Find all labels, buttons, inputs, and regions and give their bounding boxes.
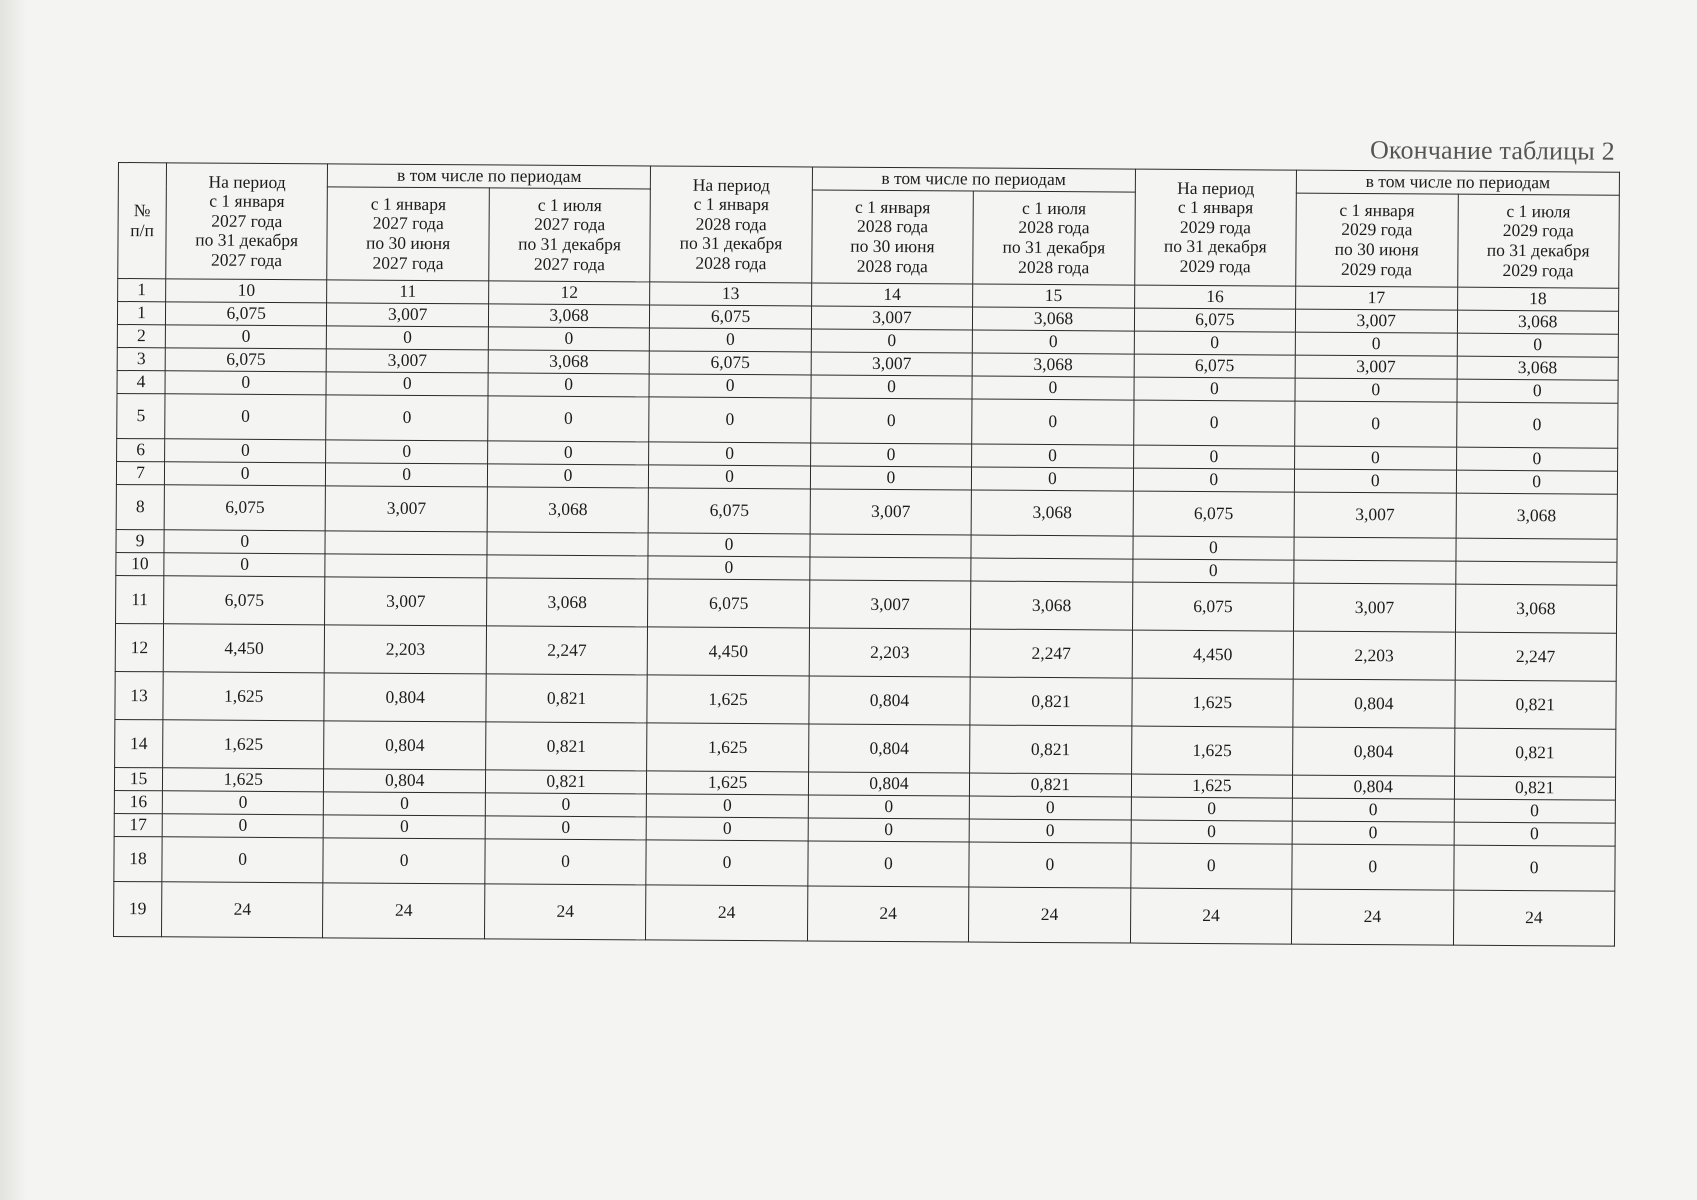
column-number: 10 (166, 279, 328, 303)
table-cell: 0,821 (1454, 680, 1616, 729)
column-number: 1 (118, 279, 166, 302)
table-cell: 0 (1133, 400, 1295, 446)
table-cell: 0 (972, 467, 1134, 491)
table-cell: 0 (1456, 379, 1618, 403)
table-cell: 0 (810, 398, 972, 444)
row-number-cell: 1 (117, 302, 165, 325)
table-header (118, 163, 1620, 289)
table-cell: 0,804 (808, 772, 970, 796)
table-cell: 0 (1292, 844, 1454, 890)
column-number: 13 (650, 282, 812, 306)
header-total-2029: На период с 1 января 2029 года по 31 декабря 2029 года (1134, 169, 1296, 286)
table-cell: 6,075 (649, 351, 811, 375)
table-cell: 0 (162, 791, 324, 815)
table-cell: 1,625 (647, 675, 809, 724)
table-cell: 1,625 (163, 720, 325, 769)
table-cell: 3,068 (971, 581, 1133, 630)
table-cell: 3,068 (486, 578, 648, 627)
table-cell: 0 (1456, 470, 1618, 494)
table-cell: 3,068 (972, 353, 1134, 377)
table-cell: 0 (972, 330, 1134, 354)
table-cell: 2,203 (325, 625, 487, 674)
header-h1-2027: с 1 января 2027 года по 30 июня 2027 года (327, 187, 489, 281)
header-h2-2029: с 1 июля 2029 года по 31 декабря 2029 года (1457, 194, 1619, 288)
table-cell: 0 (646, 817, 808, 841)
table-cell: 0 (323, 838, 485, 884)
table-cell: 6,075 (1134, 354, 1296, 378)
table-cell: 0,821 (1454, 728, 1616, 777)
table-cell: 3,007 (1294, 492, 1456, 538)
table-cell: 3,007 (811, 352, 973, 376)
table-cell: 0 (164, 530, 326, 554)
table-cell: 0 (1295, 332, 1457, 356)
table-cell: 0 (162, 837, 324, 883)
table-cell: 0 (324, 815, 486, 839)
row-number-cell: 5 (117, 393, 165, 438)
table-cell: 24 (646, 885, 808, 941)
table-cell (1455, 538, 1617, 562)
table-cell: 0,821 (485, 770, 647, 794)
table-cell: 1,625 (1132, 678, 1294, 727)
table-cell: 0,804 (1293, 679, 1455, 728)
column-number: 18 (1457, 287, 1619, 311)
table-cell (487, 555, 649, 579)
row-number-cell: 10 (116, 552, 164, 575)
header-row-number: № п/п (118, 163, 167, 279)
row-number-cell: 4 (117, 370, 165, 393)
table-cell: 3,007 (1295, 309, 1457, 333)
table-cell: 3,007 (1294, 583, 1456, 632)
table-cell: 0,804 (1292, 775, 1454, 799)
table-cell: 24 (1453, 890, 1615, 946)
row-number-cell: 13 (115, 671, 163, 719)
row-number-cell: 17 (114, 813, 162, 836)
table-cell: 0 (487, 441, 649, 465)
table-cell: 0 (1134, 331, 1296, 355)
table-cell: 0 (326, 395, 488, 441)
table-cell: 0 (972, 399, 1134, 445)
table-cell: 0 (1454, 799, 1616, 823)
table-cell: 6,075 (164, 576, 326, 625)
table-cell: 0 (969, 819, 1131, 843)
table-cell: 3,007 (327, 349, 489, 373)
table-cell: 0 (165, 394, 327, 440)
table-cell (487, 532, 649, 556)
column-number: 17 (1296, 286, 1458, 310)
table-cell: 0 (649, 397, 811, 443)
table-cell: 0 (647, 794, 809, 818)
table-cell: 0 (649, 465, 811, 489)
table-cell: 0 (488, 327, 650, 351)
header-total-2027: На период с 1 января 2027 года по 31 декабря 2027 года (166, 163, 328, 280)
table-cell: 1,625 (647, 771, 809, 795)
table-cell: 0 (1131, 820, 1293, 844)
table-cell: 0,804 (324, 721, 486, 770)
header-row-sub (118, 186, 1620, 289)
table-cell: 3,068 (488, 304, 650, 328)
table-cell: 0 (811, 329, 973, 353)
table-cell: 0 (485, 793, 647, 817)
table-cell: 6,075 (1134, 308, 1296, 332)
table-cell: 0 (1457, 333, 1619, 357)
row-number-cell: 14 (115, 719, 163, 767)
table-cell: 0 (646, 840, 808, 886)
header-group-2029: в том числе по периодам (1296, 170, 1619, 195)
table-cell: 0,821 (486, 674, 648, 723)
table-cell: 0 (1292, 798, 1454, 822)
table-cell: 0 (1133, 536, 1295, 560)
data-table (113, 162, 1620, 947)
table-cell: 0 (165, 439, 327, 463)
header-h1-2028: с 1 января 2028 года по 30 июня 2028 года (811, 190, 973, 284)
table-cell: 4,450 (648, 627, 810, 676)
table-cell: 6,075 (1133, 491, 1295, 537)
row-number-cell: 15 (114, 767, 162, 790)
table-cell: 3,068 (973, 307, 1135, 331)
table-cell: 24 (1292, 889, 1454, 945)
table-cell: 24 (969, 887, 1131, 943)
table-cell: 0 (808, 818, 970, 842)
table-cell: 0 (164, 462, 326, 486)
table-cell: 2,247 (970, 629, 1132, 678)
column-number: 14 (811, 283, 973, 307)
table-cell: 3,007 (326, 486, 488, 532)
table-cell: 0,821 (970, 677, 1132, 726)
table-cell: 0 (324, 792, 486, 816)
table-cell: 0 (972, 444, 1134, 468)
table-cell: 1,625 (162, 768, 324, 792)
table-cell (325, 531, 487, 555)
header-h2-2027: с 1 июля 2027 года по 31 декабря 2027 года (489, 188, 651, 282)
table-cell: 3,068 (971, 490, 1133, 536)
table-cell: 0 (326, 440, 488, 464)
table-cell: 6,075 (648, 488, 810, 534)
table-cell: 0 (487, 464, 649, 488)
table-cell: 0 (650, 328, 812, 352)
table-cell: 0 (1454, 822, 1616, 846)
table-cell (971, 535, 1133, 559)
column-number: 11 (327, 280, 489, 304)
table-cell: 4,450 (163, 624, 325, 673)
table-cell: 0 (1131, 797, 1293, 821)
table-cell: 0,821 (970, 773, 1132, 797)
row-number-cell: 16 (114, 790, 162, 813)
table-cell: 0 (1133, 445, 1295, 469)
table-cell: 0 (326, 372, 488, 396)
table-cell: 0 (648, 556, 810, 580)
table-cell: 0 (648, 533, 810, 557)
table-cell: 6,075 (165, 348, 327, 372)
header-group-2028: в том числе по периодам (812, 167, 1135, 192)
table-cell: 0 (808, 795, 970, 819)
table-cell: 0 (1453, 845, 1615, 891)
table-cell: 0 (1456, 402, 1618, 448)
table-container (113, 162, 1620, 947)
table-cell: 0 (485, 839, 647, 885)
table-cell (1455, 561, 1617, 585)
table-cell: 0 (1292, 821, 1454, 845)
table-cell: 1,625 (1131, 726, 1293, 775)
table-cell: 1,625 (1131, 774, 1293, 798)
table-cell: 0 (649, 442, 811, 466)
header-h1-2029: с 1 января 2029 года по 30 июня 2029 года (1296, 193, 1458, 287)
column-number: 12 (488, 281, 650, 305)
table-cell: 6,075 (650, 305, 812, 329)
table-cell: 3,068 (1456, 493, 1618, 539)
table-cell: 4,450 (1132, 630, 1294, 679)
table-cell: 0,804 (324, 769, 486, 793)
table-cell: 3,007 (327, 303, 489, 327)
table-cell: 0 (1132, 559, 1294, 583)
table-cell: 24 (807, 886, 969, 942)
table-cell: 0 (485, 816, 647, 840)
table-caption: Окончание таблицы 2 (1370, 135, 1616, 166)
table-cell: 0 (1295, 446, 1457, 470)
row-number-cell: 2 (117, 324, 165, 347)
row-number-cell: 6 (117, 438, 165, 461)
header-h2-2028: с 1 июля 2028 года по 31 декабря 2028 года (973, 191, 1135, 285)
header-total-2028: На период с 1 января 2028 года по 31 декабря 2028 года (650, 166, 812, 283)
table-cell: 0 (1295, 401, 1457, 447)
table-cell: 0 (1294, 469, 1456, 493)
table-cell: 6,075 (1132, 582, 1294, 631)
table-cell: 0 (811, 375, 973, 399)
table-cell: 1,625 (163, 672, 325, 721)
table-cell: 6,075 (164, 485, 326, 531)
table-cell: 2,247 (486, 626, 648, 675)
table-cell: 0 (165, 371, 327, 395)
row-number-cell: 18 (114, 836, 162, 881)
table-cell: 0,821 (485, 722, 647, 771)
scan-edge-shadow (0, 0, 26, 1200)
table-cell: 0,804 (808, 724, 970, 773)
table-cell: 0 (164, 553, 326, 577)
table-cell: 0 (165, 325, 327, 349)
table-cell: 3,068 (488, 350, 650, 374)
table-cell: 24 (161, 882, 323, 938)
row-number-cell: 11 (116, 575, 164, 623)
table-cell: 2,203 (1293, 631, 1455, 680)
row-number-cell: 12 (115, 623, 163, 671)
table-cell: 0,804 (809, 676, 971, 725)
table-cell: 0 (810, 466, 972, 490)
table-cell: 3,068 (1455, 584, 1617, 633)
table-cell: 3,007 (809, 580, 971, 629)
column-number: 16 (1134, 285, 1296, 309)
table-cell (1294, 560, 1456, 584)
table-cell: 3,068 (487, 487, 649, 533)
table-cell: 3,007 (325, 577, 487, 626)
table-cell: 6,075 (648, 579, 810, 628)
table-cell: 3,068 (1457, 310, 1619, 334)
table-cell: 0,821 (970, 725, 1132, 774)
table-cell: 2,247 (1455, 632, 1617, 681)
table-cell: 0 (972, 376, 1134, 400)
row-number-cell: 9 (116, 529, 164, 552)
table-cell: 0 (808, 841, 970, 887)
table-cell: 2,203 (809, 628, 971, 677)
table-cell (1294, 537, 1456, 561)
table-cell: 24 (1130, 888, 1292, 944)
table-cell: 0 (1134, 377, 1296, 401)
table-row (113, 881, 1614, 946)
row-number-cell: 8 (116, 484, 164, 529)
table-cell: 24 (323, 883, 485, 939)
table-cell: 0 (810, 443, 972, 467)
table-cell: 0 (1295, 378, 1457, 402)
table-cell: 0 (649, 374, 811, 398)
table-body (113, 279, 1618, 947)
row-number-cell: 7 (116, 461, 164, 484)
table-cell: 3,007 (810, 489, 972, 535)
header-group-2027: в том числе по периодам (328, 164, 651, 189)
table-cell: 0 (1133, 468, 1295, 492)
row-number-cell: 3 (117, 347, 165, 370)
table-cell (810, 534, 972, 558)
table-cell: 24 (484, 884, 646, 940)
table-cell: 0,821 (1454, 776, 1616, 800)
table-cell: 0 (1130, 843, 1292, 889)
table-cell: 0 (488, 373, 650, 397)
table-cell: 1,625 (647, 723, 809, 772)
table-cell (810, 557, 972, 581)
table-cell: 3,007 (811, 306, 973, 330)
table-cell (971, 558, 1133, 582)
table-cell: 0 (327, 326, 489, 350)
table-cell: 0 (969, 842, 1131, 888)
table-cell: 0 (969, 796, 1131, 820)
row-number-cell: 19 (113, 881, 161, 936)
table-cell: 0 (326, 463, 488, 487)
table-cell: 0 (1456, 447, 1618, 471)
table-cell (325, 554, 487, 578)
table-cell: 3,068 (1457, 356, 1619, 380)
table-cell: 6,075 (165, 302, 327, 326)
table-cell: 0 (162, 814, 324, 838)
table-cell: 0 (488, 396, 650, 442)
table-cell: 0,804 (1293, 727, 1455, 776)
table-cell: 3,007 (1295, 355, 1457, 379)
table-cell: 0,804 (324, 673, 486, 722)
column-number: 15 (973, 284, 1135, 308)
